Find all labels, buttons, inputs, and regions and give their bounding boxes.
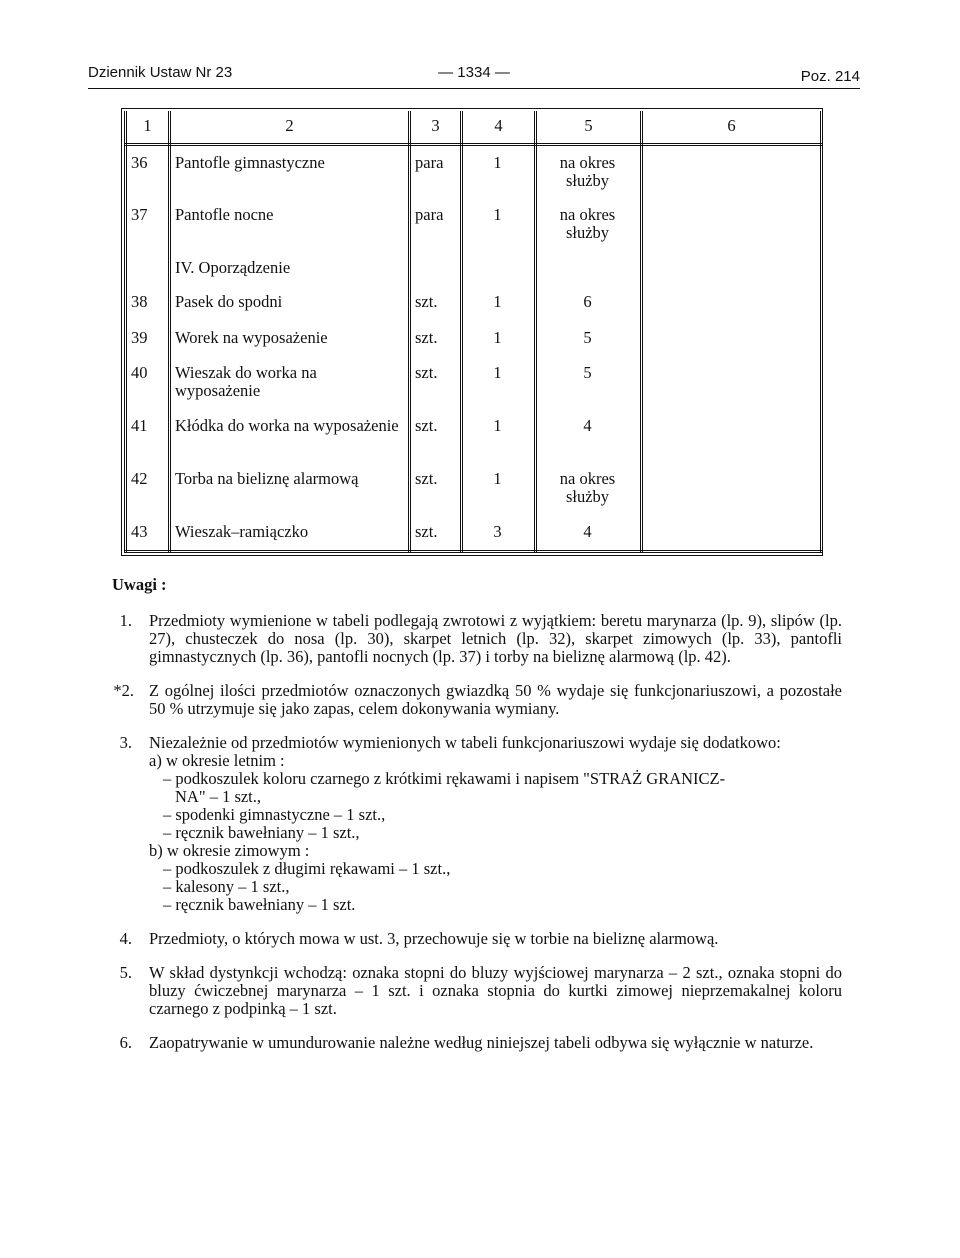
cell-lp: 43 (126, 515, 170, 552)
position-number: Poz. 214 (800, 68, 860, 85)
cell-lp: 42 (126, 462, 170, 515)
cell-name: Wieszak do worka na wyposażenie (170, 356, 410, 409)
cell-qty: 1 (462, 198, 536, 251)
section-heading: IV. Oporządzenie (170, 251, 410, 285)
cell-note (642, 515, 822, 552)
table-row (126, 462, 822, 515)
cell-lp: 40 (126, 356, 170, 409)
journal-title: Dziennik Ustaw Nr 23 (88, 64, 233, 81)
page-number: — 1334 — (438, 64, 510, 81)
remark-item (112, 612, 842, 666)
cell-note (642, 145, 822, 198)
table-row (126, 321, 822, 356)
remark-number: 5. (119, 963, 132, 982)
remark-number: 6. (119, 1033, 132, 1052)
table-row (126, 515, 822, 552)
remark-text: W skład dystynkcji wchodzą: oznaka stopni do bluzy wyjściowej marynarza – 2 szt., oznaka stopni do bluzy ćwiczebnej marynarza – 1 szt. i oznaka stopnia do kurtki zimowej nieprzemakalnej koloru czarnego z podpinką – 1 szt. (149, 963, 842, 1018)
remark-number: 1. (119, 611, 132, 630)
table-row (126, 285, 822, 321)
remark-text: Niezależnie od przedmiotów wymienionych w tabeli funkcjonariuszowi wydaje się dodatkowo: (149, 733, 781, 752)
cell-qty (462, 251, 536, 285)
list-item: – ręcznik bawełniany – 1 szt., (163, 823, 360, 842)
cell-name: Wieszak–ramiączko (170, 515, 410, 552)
cell-unit: para (410, 145, 462, 198)
remark-text: Przedmioty wymienione w tabeli podlegają zwrotowi z wyjątkiem: beretu marynarza (lp. 9), slipów (lp. 27), chusteczek do nosa (lp. 30), skarpet letnich (lp. 32), skarpet zimowych (lp. 33), pantofli gimnastycznych (lp. 36), pantofli nocnych (lp. 37) i torby na bieliznę alarmową (lp. 42). (149, 611, 842, 666)
cell-qty: 3 (462, 515, 536, 552)
cell-name: Kłódka do worka na wyposażenie (170, 409, 410, 462)
remark-number: 3. (119, 733, 132, 752)
cell-qty: 1 (462, 321, 536, 356)
cell-name: Torba na bieliznę alarmową (170, 462, 410, 515)
list-item-continuation: NA" – 1 szt., (175, 787, 262, 806)
cell-name: Pantofle gimnastyczne (170, 145, 410, 198)
list-item: – spodenki gimnastyczne – 1 szt., (163, 805, 386, 824)
list-item: – kalesony – 1 szt., (163, 877, 290, 896)
column-header: 3 (410, 111, 462, 145)
cell-period: na okres służby (536, 462, 642, 515)
table-row-section (126, 251, 822, 285)
cell-note (642, 251, 822, 285)
column-header: 1 (126, 111, 170, 145)
cell-unit: szt. (410, 462, 462, 515)
cell-note (642, 198, 822, 251)
remarks-section (112, 576, 842, 1068)
page-header (88, 62, 860, 89)
cell-note (642, 409, 822, 462)
cell-unit: szt. (410, 356, 462, 409)
cell-lp: 37 (126, 198, 170, 251)
cell-period (536, 251, 642, 285)
column-header: 5 (536, 111, 642, 145)
cell-period: 4 (536, 515, 642, 552)
cell-note (642, 462, 822, 515)
table-row (126, 198, 822, 251)
cell-qty: 1 (462, 356, 536, 409)
cell-lp: 36 (126, 145, 170, 198)
cell-period: 5 (536, 356, 642, 409)
cell-lp: 41 (126, 409, 170, 462)
cell-unit: szt. (410, 321, 462, 356)
cell-period: 5 (536, 321, 642, 356)
cell-unit: szt. (410, 409, 462, 462)
cell-unit: szt. (410, 515, 462, 552)
cell-unit: szt. (410, 285, 462, 321)
list-item: – podkoszulek koloru czarnego z krótkimi rękawami i napisem "STRAŻ GRANICZ- (163, 769, 726, 788)
cell-qty: 1 (462, 409, 536, 462)
table-row (126, 409, 822, 462)
cell-name: Pantofle nocne (170, 198, 410, 251)
cell-period: na okres służby (536, 145, 642, 198)
list-item: – podkoszulek z długimi rękawami – 1 szt., (163, 859, 451, 878)
remark-item (112, 734, 842, 914)
cell-lp: 39 (126, 321, 170, 356)
remark-text: Przedmioty, o których mowa w ust. 3, przechowuje się w torbie na bieliznę alarmową. (149, 929, 719, 948)
table-row (126, 356, 822, 409)
cell-qty: 1 (462, 145, 536, 198)
list-item: – ręcznik bawełniany – 1 szt. (163, 895, 356, 914)
cell-note (642, 321, 822, 356)
cell-lp: 38 (126, 285, 170, 321)
column-header: 2 (170, 111, 410, 145)
remark-number: 4. (119, 929, 132, 948)
cell-note (642, 285, 822, 321)
cell-lp (126, 251, 170, 285)
cell-period: na okres służby (536, 198, 642, 251)
column-header: 4 (462, 111, 536, 145)
remarks-title: Uwagi : (112, 575, 167, 594)
equipment-table (121, 108, 823, 556)
cell-unit (410, 251, 462, 285)
remark-item (112, 1034, 842, 1052)
cell-unit: para (410, 198, 462, 251)
cell-qty: 1 (462, 285, 536, 321)
cell-period: 6 (536, 285, 642, 321)
table-row (126, 145, 822, 198)
remark-item (112, 964, 842, 1018)
cell-qty: 1 (462, 462, 536, 515)
summer-heading: a) w okresie letnim : (149, 751, 285, 770)
cell-name: Pasek do spodni (170, 285, 410, 321)
remark-text: Zaopatrywanie w umundurowanie należne według niniejszej tabeli odbywa się wyłącznie w naturze. (149, 1033, 814, 1052)
cell-period: 4 (536, 409, 642, 462)
cell-note (642, 356, 822, 409)
remark-number: *2. (113, 681, 134, 700)
cell-name: Worek na wyposażenie (170, 321, 410, 356)
remark-text: Z ogólnej ilości przedmiotów oznaczonych gwiazdką 50 % wydaje się funkcjonariuszowi, a pozostałe 50 % utrzymuje się jako zapas, celem dokonywania wymiany. (149, 681, 842, 718)
column-header: 6 (642, 111, 822, 145)
table-header-row (126, 111, 822, 145)
remark-item (112, 930, 842, 948)
remark-item (112, 682, 842, 718)
winter-heading: b) w okresie zimowym : (149, 841, 310, 860)
table-body (126, 111, 822, 552)
